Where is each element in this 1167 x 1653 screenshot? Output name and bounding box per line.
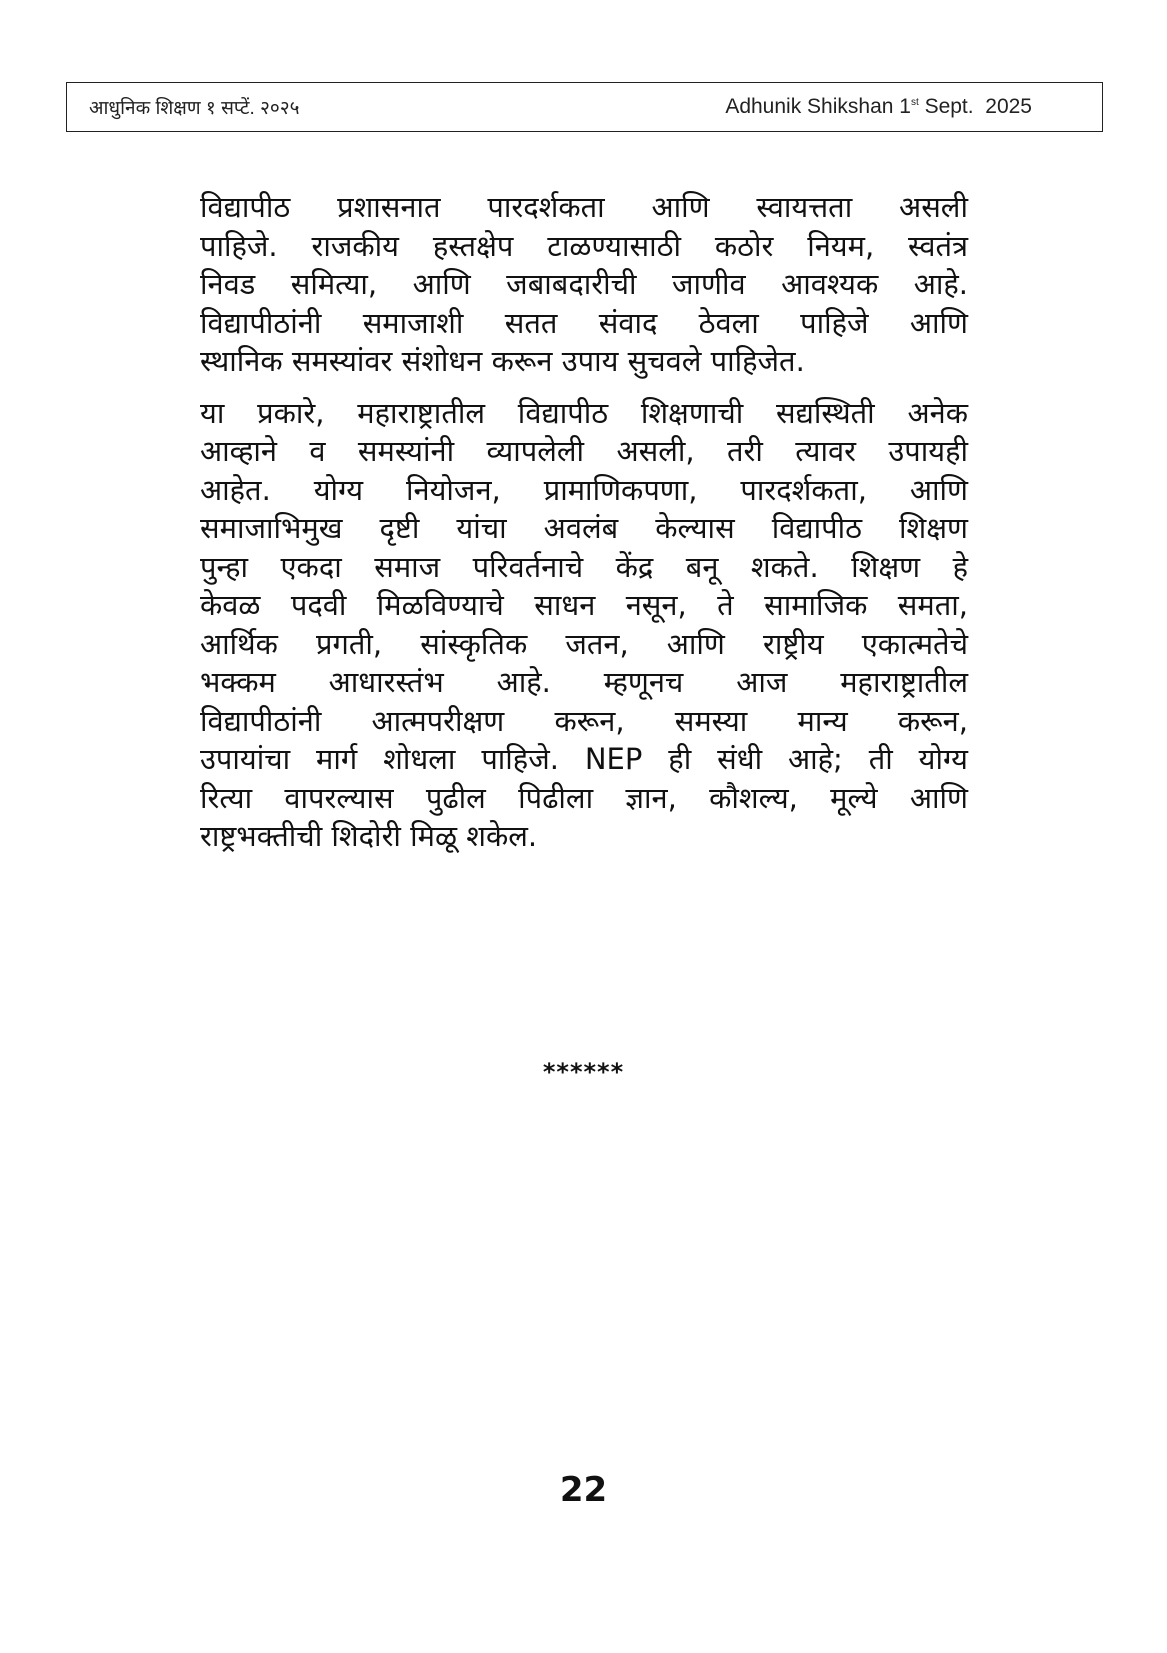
article-body: [200, 188, 968, 856]
text-line: आव्हाने व समस्यांनी व्यापलेली असली, तरी त्यावर उपायही: [200, 434, 968, 468]
header-title-english: [725, 95, 1032, 119]
header-title-marathi: आधुनिक शिक्षण १ सप्टें. २०२५: [89, 98, 300, 119]
text-line: विद्यापीठांनी समाजाशी सतत संवाद ठेवला पाहिजे आणि: [200, 305, 968, 340]
header-date-ordinal: st: [910, 97, 919, 108]
text-line: विद्यापीठ प्रशासनात पारदर्शकता आणि स्वायत्तता असली: [200, 190, 968, 224]
text-line: केवळ पदवी मिळविण्याचे साधन नसून, ते सामाजिक समता,: [200, 588, 968, 622]
text-line: भक्कम आधारस्तंभ आहे. म्हणूनच आज महाराष्ट्रातील: [200, 665, 968, 699]
page-number: 22: [559, 1470, 608, 1510]
header-title-prefix: Adhunik Shikshan 1: [725, 95, 911, 118]
text-line: स्थानिक समस्यांवर संशोधन करून उपाय सुचवले पाहिजेत.: [200, 344, 805, 378]
text-line: विद्यापीठांनी आत्मपरीक्षण करून, समस्या मान्य करून,: [200, 703, 968, 738]
text-line: पाहिजे. राजकीय हस्तक्षेप टाळण्यासाठी कठोर नियम, स्वतंत्र: [200, 228, 968, 263]
text-line: या प्रकारे, महाराष्ट्रातील विद्यापीठ शिक्षणाची सद्यस्थिती अनेक: [200, 395, 968, 430]
text-line: राष्ट्रभक्तीची शिदोरी मिळू शकेल.: [200, 819, 538, 853]
text-line: पुन्हा एकदा समाज परिवर्तनाचे केंद्र बनू शकते. शिक्षण हे: [200, 549, 968, 584]
section-separator: ******: [542, 1058, 625, 1086]
text-line: उपायांचा मार्ग शोधला पाहिजे. NEP ही संधी आहे; ती योग्य: [200, 742, 968, 776]
text-line: निवड समित्या, आणि जबाबदारीची जाणीव आवश्यक आहे.: [200, 267, 968, 301]
text-line: आहेत. योग्य नियोजन, प्रामाणिकपणा, पारदर्शकता, आणि: [200, 472, 968, 507]
running-header: [66, 82, 1103, 132]
text-line: समाजाभिमुख दृष्टी यांचा अवलंब केल्यास विद्यापीठ शिक्षण: [200, 511, 968, 545]
text-line: रित्या वापरल्यास पुढील पिढीला ज्ञान, कौशल्य, मूल्ये आणि: [200, 780, 968, 815]
paragraph-1: [200, 188, 968, 381]
paragraph-2: [200, 394, 968, 856]
header-title-suffix: Sept. 2025: [918, 95, 1032, 118]
text-line: आर्थिक प्रगती, सांस्कृतिक जतन, आणि राष्ट्रीय एकात्मतेचे: [200, 626, 968, 661]
